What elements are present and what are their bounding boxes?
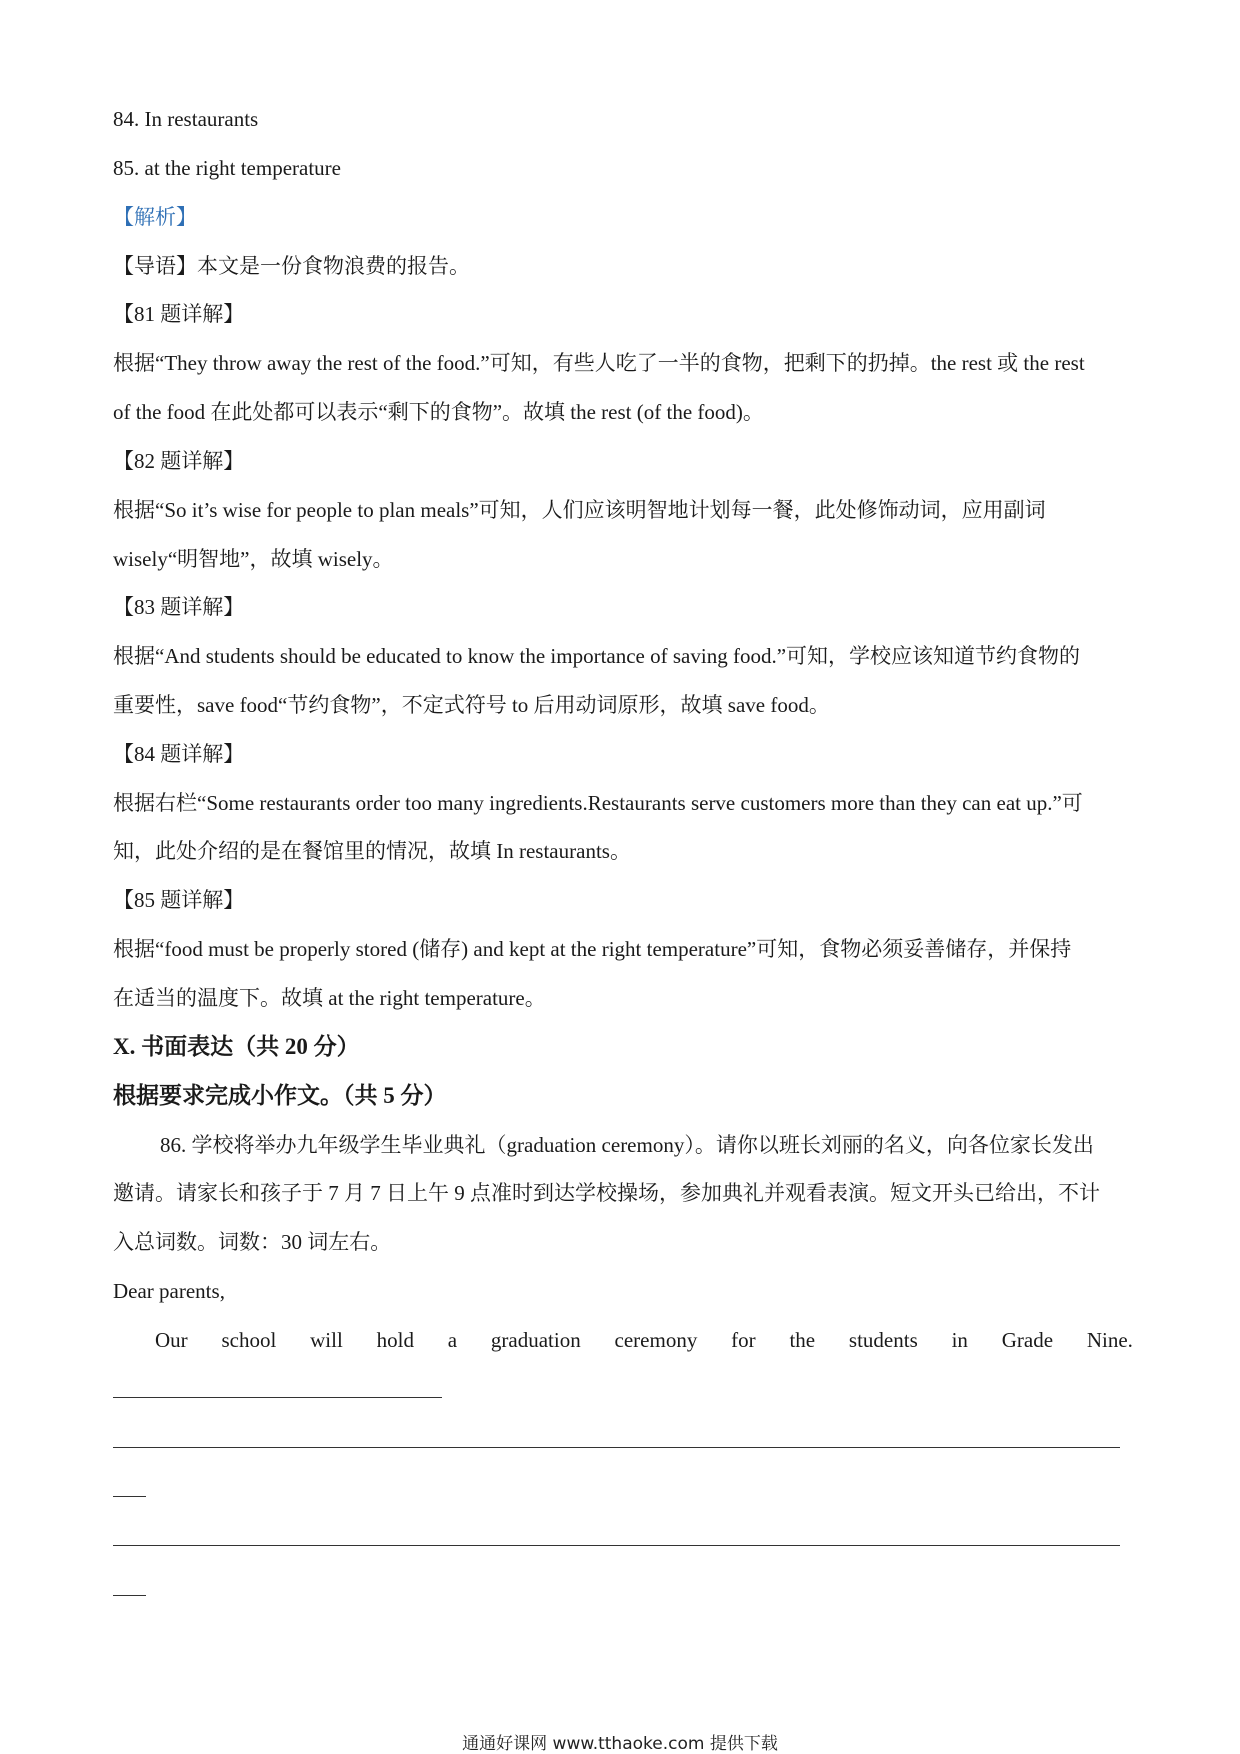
q83-line-2: 重要性，save food“节约食物”，不定式符号 to 后用动词原形，故填 save food。 [113, 693, 830, 717]
section-x-title: X. 书面表达（共 20 分） [113, 1034, 360, 1059]
opening-word: Grade [1001, 1328, 1054, 1352]
opening-word: Our [155, 1328, 188, 1352]
opening-word: students [848, 1328, 918, 1352]
answer-blank-line[interactable] [113, 1397, 442, 1398]
q84-title: 【84 题详解】 [113, 742, 245, 766]
letter-salutation: Dear parents, [113, 1279, 225, 1303]
answer-blank-line[interactable] [113, 1595, 146, 1596]
q85-line-2: 在适当的温度下。故填 at the right temperature。 [113, 986, 546, 1010]
q81-title: 【81 题详解】 [113, 302, 245, 326]
answer-blank-line[interactable] [113, 1545, 1120, 1546]
q82-title: 【82 题详解】 [113, 449, 245, 473]
letter-opening-line [155, 1325, 1133, 1355]
q83-line-1: 根据“And students should be educated to know the importance of saving food.”可知，学校应该知道节约食物的 [113, 644, 1081, 668]
q84-line-1: 根据右栏“Some restaurants order too many ingredients.Restaurants serve customers more than they can eat up.”可 [113, 791, 1083, 815]
q83-title: 【83 题详解】 [113, 595, 245, 619]
opening-word: hold [376, 1328, 414, 1352]
q85-line-1: 根据“food must be properly stored (储存) and kept at the right temperature”可知，食物必须妥善储存，并保持 [113, 937, 1072, 961]
answer-blank-line[interactable] [113, 1447, 1120, 1448]
page-footer: 通通好课网 www.tthaoke.com 提供下载 [462, 1734, 778, 1754]
opening-word: in [951, 1328, 968, 1352]
opening-word: school [221, 1328, 277, 1352]
q81-line-1: 根据“They throw away the rest of the food.”可知，有些人吃了一半的食物，把剩下的扔掉。the rest 或 the rest [113, 351, 1085, 375]
q81-line-2: of the food 在此处都可以表示“剩下的食物”。故填 the rest (of the food)。 [113, 400, 764, 424]
section-x-subtitle: 根据要求完成小作文。（共 5 分） [113, 1083, 447, 1108]
q82-line-1: 根据“So it’s wise for people to plan meals”可知，人们应该明智地计划每一餐，此处修饰动词，应用副词 [113, 498, 1046, 522]
answer-85: 85. at the right temperature [113, 156, 341, 180]
q86-line-2: 邀请。请家长和孩子于 7 月 7 日上午 9 点准时到达学校操场，参加典礼并观看表演。短文开头已给出，不计 [113, 1181, 1100, 1205]
q82-line-2: wisely“明智地”，故填 wisely。 [113, 547, 394, 571]
q86-line-1: 86. 学校将举办九年级学生毕业典礼（graduation ceremony）。请你以班长刘丽的名义，向各位家长发出 [160, 1133, 1094, 1157]
intro-text: 【导语】本文是一份食物浪费的报告。 [113, 254, 470, 278]
opening-word: Nine. [1086, 1328, 1133, 1352]
analysis-label: 【解析】 [113, 205, 197, 229]
q86-line-3: 入总词数。词数：30 词左右。 [113, 1230, 392, 1254]
q85-title: 【85 题详解】 [113, 888, 245, 912]
opening-word: for [731, 1328, 756, 1352]
opening-word: a [447, 1328, 458, 1352]
opening-word: graduation [490, 1328, 581, 1352]
opening-word: ceremony [614, 1328, 698, 1352]
q84-line-2: 知，此处介绍的是在餐馆里的情况，故填 In restaurants。 [113, 839, 631, 863]
answer-blank-line[interactable] [113, 1496, 146, 1497]
opening-word: the [789, 1328, 816, 1352]
opening-word: will [310, 1328, 343, 1352]
answer-84: 84. In restaurants [113, 107, 259, 131]
